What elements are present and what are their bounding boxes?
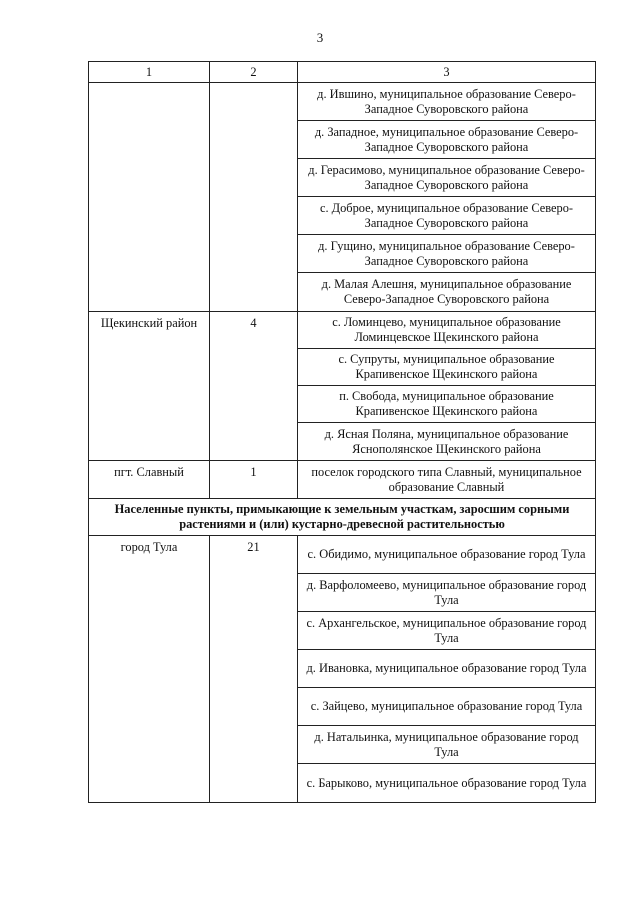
settlement-item: с. Доброе, муниципальное образование Северо-Западное Суворовского района (298, 197, 595, 235)
settlement-item: с. Обидимо, муниципальное образование город Тула (298, 536, 595, 574)
settlement-item: д. Западное, муниципальное образование Северо-Западное Суворовского района (298, 121, 595, 159)
table-row-slavny (89, 461, 596, 499)
section-heading: Населенные пункты, примыкающие к земельным участкам, заросшим сорными растениями и (или) кустарно-древесной растительностью (89, 499, 596, 536)
settlement-item: с. Ломинцево, муниципальное образование Ломинцевское Щекинского района (298, 312, 595, 349)
district-cell: пгт. Славный (89, 461, 210, 499)
settlement-item: д. Гущино, муниципальное образование Северо-Западное Суворовского района (298, 235, 595, 273)
count-cell: 21 (210, 536, 298, 803)
column-header-3: 3 (298, 62, 596, 83)
table-row-shchekino (89, 312, 596, 461)
table-header-row (89, 62, 596, 83)
settlement-item: с. Архангельское, муниципальное образование город Тула (298, 612, 595, 650)
settlement-item: д. Натальинка, муниципальное образование город Тула (298, 726, 595, 764)
settlement-item: д. Ившино, муниципальное образование Северо-Западное Суворовского района (298, 83, 595, 121)
settlement-item: д. Малая Алешня, муниципальное образование Северо-Западное Суворовского района (321, 277, 572, 306)
count-cell: 1 (210, 461, 298, 499)
column-header-1: 1 (89, 62, 210, 83)
table-row-tula (89, 536, 596, 803)
section-heading-row (89, 499, 596, 536)
district-cell: город Тула (89, 536, 210, 803)
table-row-suvorov (89, 83, 596, 312)
settlement-item: с. Барыково, муниципальное образование город Тула (306, 775, 587, 790)
district-cell: Щекинский район (89, 312, 210, 461)
settlements-cell (298, 536, 596, 803)
district-cell (89, 83, 210, 312)
settlements-cell (298, 312, 596, 461)
settlement-item: д. Герасимово, муниципальное образование Северо-Западное Суворовского района (298, 159, 595, 197)
settlement-item: д. Ивановка, муниципальное образование город Тула (298, 650, 595, 688)
column-header-2: 2 (210, 62, 298, 83)
settlements-cell (298, 83, 596, 312)
settlements-cell (298, 461, 596, 499)
settlement-item: с. Супруты, муниципальное образование Крапивенское Щекинского района (298, 349, 595, 386)
page-number: 3 (316, 30, 324, 45)
settlement-item: поселок городского типа Славный, муниципальное образование Славный (311, 464, 582, 494)
settlements-table (88, 61, 596, 803)
settlement-item: д. Ясная Поляна, муниципальное образование Яснополянское Щекинского района (324, 426, 569, 456)
count-cell: 4 (210, 312, 298, 461)
count-cell (210, 83, 298, 312)
settlement-item: д. Варфоломеево, муниципальное образование город Тула (298, 574, 595, 612)
settlement-item: п. Свобода, муниципальное образование Крапивенское Щекинского района (298, 386, 595, 423)
settlement-item: с. Зайцево, муниципальное образование город Тула (298, 688, 595, 726)
